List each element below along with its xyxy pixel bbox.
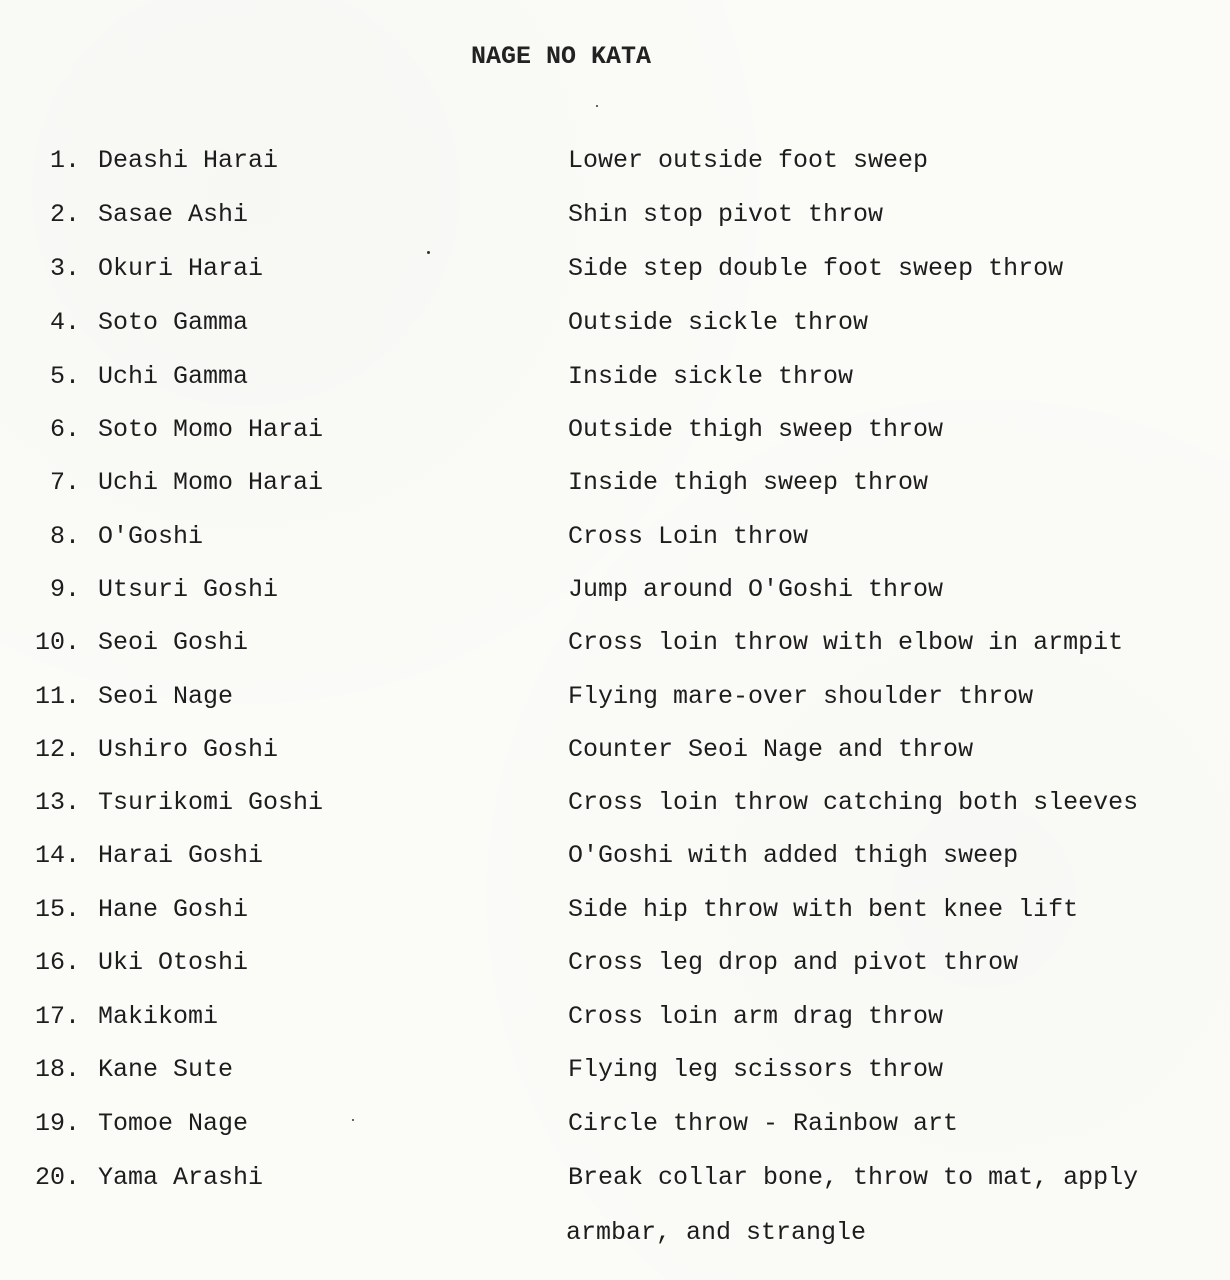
- list-item: [0, 788, 1230, 828]
- list-item: [0, 1055, 1230, 1095]
- throw-name: Uki Otoshi: [98, 948, 249, 977]
- throw-description: Cross loin throw catching both sleeves: [568, 788, 1139, 817]
- list-item: [0, 200, 1230, 240]
- item-number: 12.: [34, 735, 80, 764]
- item-number: 14.: [34, 841, 80, 870]
- list-item: [0, 362, 1230, 402]
- item-number: 11.: [34, 682, 80, 711]
- list-item: [0, 254, 1230, 294]
- list-item: [0, 1109, 1230, 1149]
- item-number: 20.: [34, 1163, 80, 1192]
- item-number: 6.: [49, 415, 80, 444]
- list-item: [0, 735, 1230, 775]
- throw-description: Inside sickle throw: [568, 362, 854, 391]
- list-item: [0, 146, 1230, 186]
- throw-description: Side step double foot sweep throw: [568, 254, 1064, 283]
- throw-description: Side hip throw with bent knee lift: [568, 895, 1079, 924]
- throw-name: Sasae Ashi: [98, 200, 249, 229]
- throw-name: Uchi Gamma: [98, 362, 249, 391]
- item-number: 9.: [49, 575, 80, 604]
- list-item: [0, 575, 1230, 615]
- item-number: 18.: [34, 1055, 80, 1084]
- throw-description: Inside thigh sweep throw: [568, 468, 929, 497]
- throw-name: Seoi Goshi: [98, 628, 249, 657]
- list-item: [0, 1163, 1230, 1203]
- list-item: [0, 308, 1230, 348]
- throw-name: Kane Sute: [98, 1055, 234, 1084]
- item-number: 2.: [49, 200, 80, 229]
- item-number: 16.: [34, 948, 80, 977]
- throw-name: Utsuri Goshi: [98, 575, 279, 604]
- throw-description-continuation: armbar, and strangle: [566, 1218, 867, 1247]
- throw-description: Jump around O'Goshi throw: [568, 575, 944, 604]
- throw-description: Counter Seoi Nage and throw: [568, 735, 974, 764]
- list-item: [0, 628, 1230, 668]
- throw-description: Shin stop pivot throw: [568, 200, 884, 229]
- list-item: [0, 522, 1230, 562]
- item-number: 5.: [49, 362, 80, 391]
- throw-description: O'Goshi with added thigh sweep: [568, 841, 1019, 870]
- throw-name: Harai Goshi: [98, 841, 264, 870]
- throw-name: Tsurikomi Goshi: [98, 788, 324, 817]
- throw-description: Lower outside foot sweep: [568, 146, 929, 175]
- item-number: 7.: [49, 468, 80, 497]
- item-number: 13.: [34, 788, 80, 817]
- throw-name: Deashi Harai: [98, 146, 279, 175]
- item-number: 1.: [49, 146, 80, 175]
- document-title: NAGE NO KATA: [471, 42, 652, 71]
- throw-description: Outside thigh sweep throw: [568, 415, 944, 444]
- paper-speck: [427, 251, 430, 254]
- throw-name: Makikomi: [98, 1002, 219, 1031]
- throw-description: Break collar bone, throw to mat, apply: [568, 1163, 1139, 1192]
- item-number: 4.: [49, 308, 80, 337]
- paper-speck: [352, 1119, 354, 1121]
- item-number: 10.: [34, 628, 80, 657]
- list-item: [0, 841, 1230, 881]
- throw-description: Cross loin throw with elbow in armpit: [568, 628, 1124, 657]
- throw-description: Circle throw - Rainbow art: [568, 1109, 959, 1138]
- throw-description: Cross loin arm drag throw: [568, 1002, 944, 1031]
- list-item: [0, 415, 1230, 455]
- item-number: 17.: [34, 1002, 80, 1031]
- item-number: 8.: [49, 522, 80, 551]
- paper-speck: [596, 105, 598, 107]
- throw-name: Soto Gamma: [98, 308, 249, 337]
- list-item: [0, 895, 1230, 935]
- throw-name: Seoi Nage: [98, 682, 234, 711]
- list-item: [0, 468, 1230, 508]
- throw-name: O'Goshi: [98, 522, 204, 551]
- throw-description: Flying mare-over shoulder throw: [568, 682, 1034, 711]
- item-number: 19.: [34, 1109, 80, 1138]
- throw-name: Ushiro Goshi: [98, 735, 279, 764]
- item-number: 15.: [34, 895, 80, 924]
- throw-description: Flying leg scissors throw: [568, 1055, 944, 1084]
- list-item: [0, 682, 1230, 722]
- throw-name: Soto Momo Harai: [98, 415, 324, 444]
- list-item: [0, 1002, 1230, 1042]
- list-item: [0, 948, 1230, 988]
- throw-name: Uchi Momo Harai: [98, 468, 324, 497]
- throw-description: Outside sickle throw: [568, 308, 869, 337]
- throw-name: Yama Arashi: [98, 1163, 264, 1192]
- throw-name: Hane Goshi: [98, 895, 249, 924]
- item-number: 3.: [49, 254, 80, 283]
- throw-name: Tomoe Nage: [98, 1109, 249, 1138]
- throw-name: Okuri Harai: [98, 254, 264, 283]
- throw-description: Cross Loin throw: [568, 522, 809, 551]
- throw-description: Cross leg drop and pivot throw: [568, 948, 1019, 977]
